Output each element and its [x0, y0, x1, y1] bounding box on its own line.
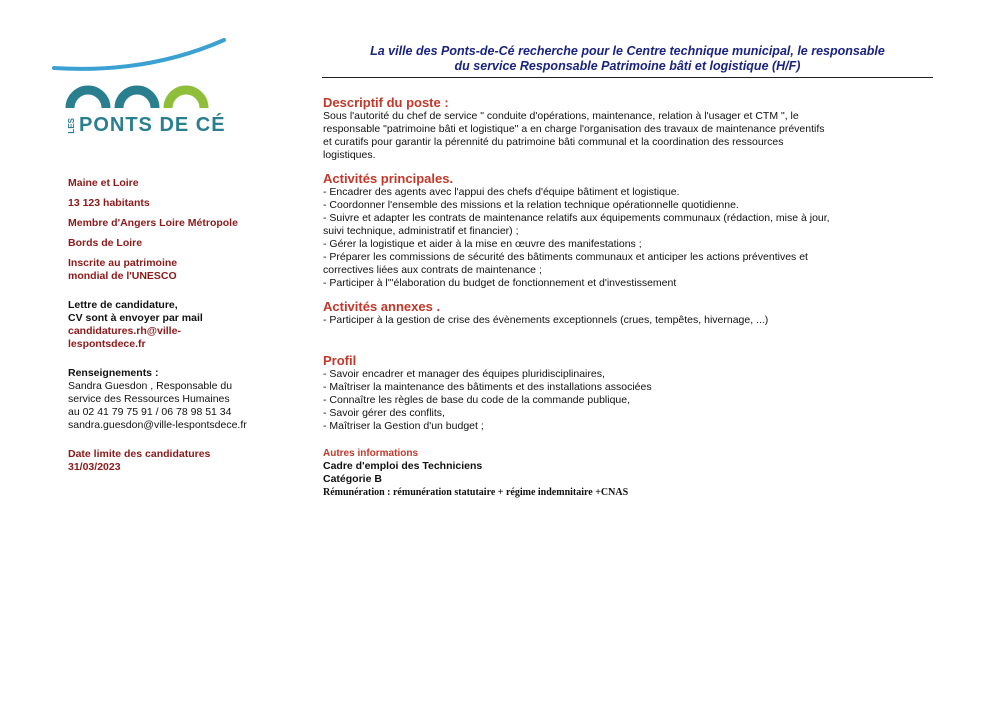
activites-item: - Coordonner l'ensemble des missions et la relation technique opérationnelle quotidienne.	[323, 199, 739, 211]
profil-item: - Maîtriser la maintenance des bâtiments et des installations associées	[323, 381, 652, 393]
activites-item: - Suivre et adapter les contrats de maintenance relatifs aux équipements communaux (rédaction, mise à jour,	[323, 212, 830, 224]
activites-list	[323, 186, 935, 290]
activites-item: - Préparer les commissions de sécurité des bâtiments communaux et anticiper les actions préventives et	[323, 251, 808, 263]
autres-remuneration: Rémunération : rémunération statutaire + régime indemnitaire +CNAS	[323, 487, 629, 498]
header-line-1: La ville des Ponts-de-Cé recherche pour le Centre technique municipal, le responsable	[370, 44, 885, 58]
application-email-1[interactable]: candidatures.rh@ville-	[68, 325, 181, 337]
annexes-item: - Participer à la gestion de crise des évènements exceptionnels (crues, tempêtes, hivernage, ...)	[323, 314, 769, 326]
application-line-2: CV sont à envoyer par mail	[68, 312, 203, 324]
profil-list	[323, 368, 935, 433]
info-line: Sandra Guesdon , Responsable du	[68, 380, 233, 392]
application-email-2[interactable]: lespontsdece.fr	[68, 338, 146, 350]
autres-cadre: Cadre d'emploi des Techniciens	[323, 460, 483, 472]
info-line: au 02 41 79 75 91 / 06 78 98 51 34	[68, 406, 232, 418]
info-email[interactable]: sandra.guesdon@ville-lespontsdece.fr	[68, 419, 247, 431]
activites-item: correctives liées aux contrats de maintenance ;	[323, 264, 542, 276]
unesco-line-2: mondial de l'UNESCO	[68, 270, 177, 282]
logo-arch-2	[119, 90, 155, 108]
info-line: service des Ressources Humaines	[68, 393, 230, 405]
activites-item: - Encadrer des agents avec l'appui des chefs d'équipe bâtiment et logistique.	[323, 186, 680, 198]
annexes-title: Activités annexes .	[323, 299, 441, 314]
main-content	[323, 95, 935, 499]
sidebar	[68, 177, 303, 474]
job-title-header	[322, 44, 933, 78]
profil-item: - Savoir encadrer et manager des équipes pluridisciplinaires,	[323, 368, 605, 380]
activites-item: suivi technique, administratif et financier) ;	[323, 225, 519, 237]
profil-item: - Savoir gérer des conflits,	[323, 407, 445, 419]
descriptif-text	[323, 110, 935, 162]
descriptif-title: Descriptif du poste :	[323, 95, 449, 110]
unesco-line-1: Inscrite au patrimoine	[68, 257, 178, 269]
logo-les: LES	[67, 117, 76, 134]
location: Bords de Loire	[68, 237, 143, 249]
annexes-list	[323, 314, 935, 327]
profil-item: - Maîtriser la Gestion d'un budget ;	[323, 420, 484, 432]
population: 13 123 habitants	[68, 197, 150, 209]
logo-arch-3	[168, 90, 204, 108]
deadline-date: 31/03/2023	[68, 461, 121, 473]
membership: Membre d'Angers Loire Métropole	[68, 217, 238, 229]
activites-title: Activités principales.	[323, 171, 454, 186]
descriptif-line: et curatifs pour garantir la pérennité du patrimoine bâti communal et la coordination des ressources	[323, 136, 784, 148]
logo-name: PONTS DE CÉ	[79, 114, 226, 136]
descriptif-line: responsable "patrimoine bâti et logistique" a en charge l'organisation des travaux de maintenance préventifs	[323, 123, 825, 135]
logo-arch-1	[70, 90, 106, 108]
application-line-1: Lettre de candidature,	[68, 299, 178, 311]
deadline-label: Date limite des candidatures	[68, 448, 211, 460]
header-line-2: du service Responsable Patrimoine bâti et logistique (H/F)	[454, 59, 801, 73]
autres-title: Autres informations	[323, 448, 419, 459]
profil-title: Profil	[323, 353, 357, 368]
info-title: Renseignements :	[68, 367, 159, 379]
autres-categorie: Catégorie B	[323, 473, 382, 485]
descriptif-line: Sous l'autorité du chef de service " conduite d'opérations, maintenance, relation à l'usager et CTM ", le	[323, 110, 799, 122]
activites-item: - Gérer la logistique et aider à la mise en œuvre des manifestations ;	[323, 238, 642, 250]
department: Maine et Loire	[68, 177, 139, 189]
activites-item: - Participer à l'"élaboration du budget de fonctionnement et d'investissement	[323, 277, 677, 289]
profil-item: - Connaître les règles de base du code de la commande publique,	[323, 394, 631, 406]
descriptif-line: logistiques.	[323, 149, 376, 161]
logo-arc	[54, 40, 224, 69]
logo-wordmark	[68, 114, 226, 137]
